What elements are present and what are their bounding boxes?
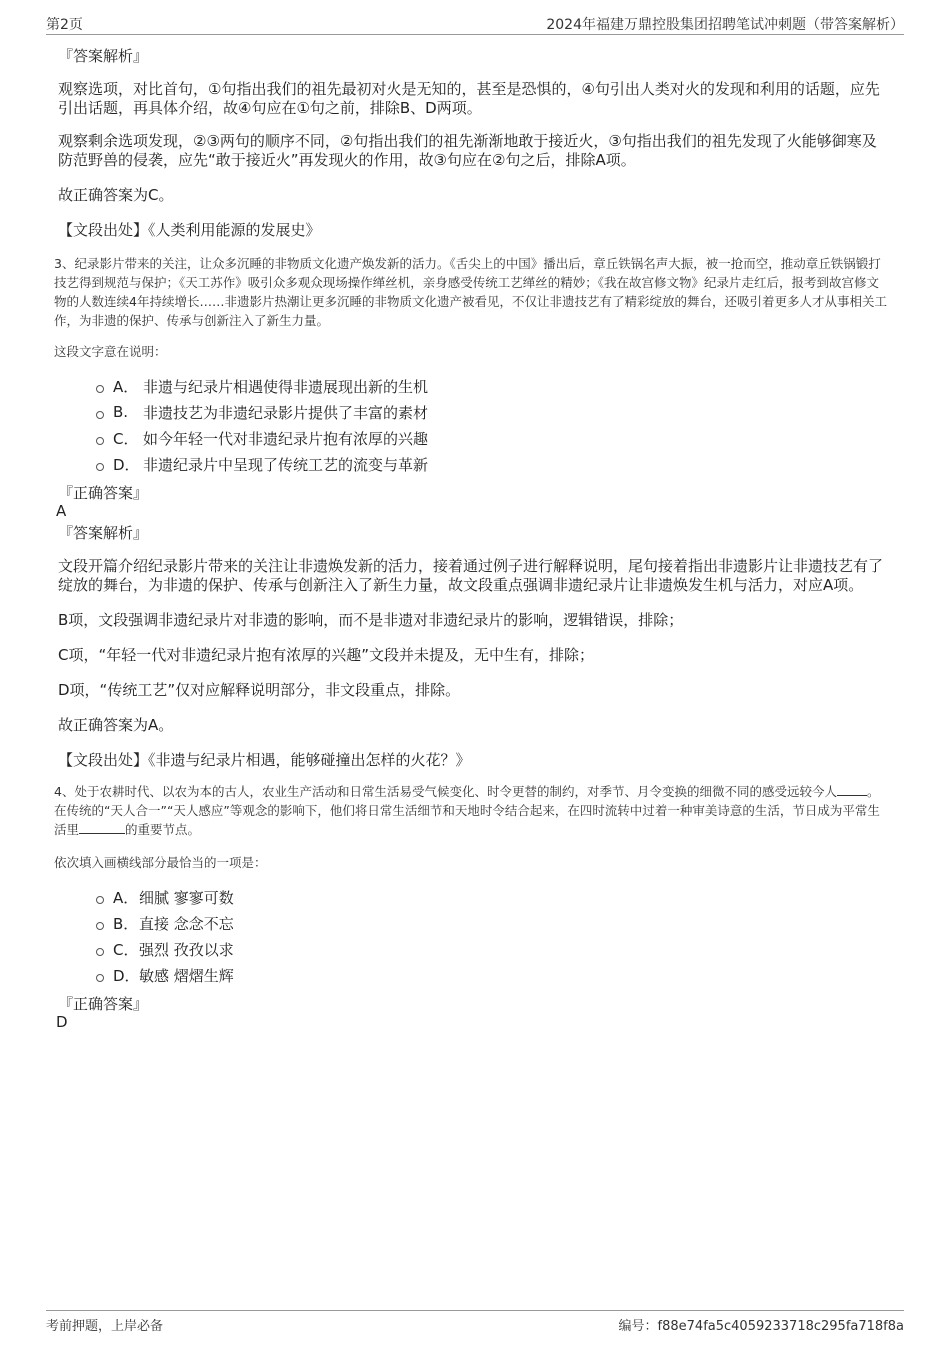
option-letter: C．: [113, 429, 139, 448]
option-text: 直接 念念不忘: [139, 914, 234, 933]
radio-icon[interactable]: [96, 896, 104, 904]
analysis-paragraph: C项，“年轻一代对非遗纪录片抱有浓厚的兴趣”文段并未提及，无中生有，排除；: [58, 646, 595, 664]
option-a[interactable]: [96, 373, 890, 399]
option-text: 非遗技艺为非遗纪录影片提供了丰富的素材: [143, 403, 429, 422]
option-c[interactable]: [96, 936, 890, 962]
option-letter: D．: [113, 455, 140, 474]
option-d[interactable]: [96, 962, 890, 988]
footer-slogan: 考前押题，上岸必备: [46, 1319, 164, 1334]
analysis-paragraph: D项，“传统工艺”仅对应解释说明部分，非文段重点，排除。: [58, 681, 461, 699]
document-title: 2024年福建万鼎控股集团招聘笔试冲刺题（带答案解析）: [546, 17, 904, 33]
option-letter: D．: [113, 966, 140, 985]
analysis-label: 『答案解析』: [58, 524, 149, 542]
fill-blank: [79, 821, 125, 834]
fill-blank: [837, 783, 867, 796]
analysis-paragraph: 观察选项，对比首句，①句指出我们的祖先最初对火是无知的，甚至是恐惧的，④句引出人类对火的发现和利用的话题，应先引出话题，再具体介绍，故④句应在①句之前，排除B、D两项。: [58, 80, 880, 117]
radio-icon[interactable]: [96, 974, 104, 982]
conclusion: 故正确答案为C。: [58, 186, 174, 204]
option-text: 细腻 寥寥可数: [139, 888, 234, 907]
option-b[interactable]: [96, 910, 890, 936]
question-stem: 3、纪录影片带来的关注，让众多沉睡的非物质文化遗产焕发新的活力。《舌尖上的中国》播出后，章丘铁锅名声大振，被一抢而空，推动章丘铁锅锻打技艺得到规范与保护；《天工苏作》吸引众多观众现场操作缂丝机，亲身感受传统工艺缂丝的精妙；《我在故宫修文物》纪录片走红后，报考到故宫修文物的人数连续4年持续增长……非遗影片热潮让更多沉睡的非物质文化遗产被看见，不仅让非遗技艺有了精彩绽放的舞台，还吸引着更多人才从事相关工作，为非遗的保护、传承与创新注入了新生力量。: [54, 256, 887, 328]
option-text: 非遗与纪录片相遇使得非遗展现出新的生机: [143, 377, 429, 396]
radio-icon[interactable]: [96, 437, 104, 445]
page-number: 第2页: [46, 17, 83, 33]
option-c[interactable]: [96, 425, 890, 451]
stem-part: 。在传统的“天人合一”“天人感应”等观念的影响下，他们将日常生活细节和天地时令结合起来，在四时流转中过着一种审美诗意的生活，节日成为平常生活里: [54, 784, 880, 837]
option-letter: A．: [113, 888, 139, 907]
correct-answer: A: [56, 502, 67, 520]
option-text: 非遗纪录片中呈现了传统工艺的流变与革新: [143, 455, 429, 474]
page-content: [54, 46, 890, 1031]
option-letter: A．: [113, 377, 139, 396]
option-letter: C．: [113, 940, 139, 959]
question-stem: [54, 782, 890, 839]
page-footer: [46, 1310, 904, 1339]
analysis-paragraph: B项，文段强调非遗纪录片对非遗的影响，而不是非遗对非遗纪录片的影响，逻辑错误，排除；: [58, 611, 684, 629]
radio-icon[interactable]: [96, 411, 104, 419]
option-letter: B.: [113, 403, 129, 421]
conclusion: 故正确答案为A。: [58, 716, 174, 734]
radio-icon[interactable]: [96, 463, 104, 471]
option-text: 敏感 熠熠生辉: [139, 966, 234, 985]
analysis-label: 『答案解析』: [58, 47, 149, 65]
radio-icon[interactable]: [96, 948, 104, 956]
option-letter: B．: [113, 914, 139, 933]
options-list: [96, 373, 890, 477]
question-prompt: 这段文字意在说明：: [54, 344, 167, 359]
stem-part: 的重要节点。: [125, 822, 201, 837]
source-citation: 【文段出处】《非遗与纪录片相遇，能够碰撞出怎样的火花？》: [58, 751, 471, 769]
option-a[interactable]: [96, 884, 890, 910]
options-list: [96, 884, 890, 988]
analysis-paragraph: 文段开篇介绍纪录影片带来的关注让非遗焕发新的活力，接着通过例子进行解释说明，尾句接着指出非遗影片让非遗技艺有了绽放的舞台，为非遗的保护、传承与创新注入了新生力量，故文段重点强调非遗纪录片让非遗焕发生机与活力，对应A项。: [58, 557, 884, 594]
question-prompt: 依次填入画横线部分最恰当的一项是：: [54, 855, 267, 870]
stem-part: 4、处于农耕时代、以农为本的古人，农业生产活动和日常生活易受气候变化、时令更替的制约，对季节、月令变换的细微不同的感受远较今人: [54, 784, 837, 799]
radio-icon[interactable]: [96, 385, 104, 393]
option-text: 强烈 孜孜以求: [139, 940, 234, 959]
radio-icon[interactable]: [96, 922, 104, 930]
source-citation: 【文段出处】《人类利用能源的发展史》: [58, 221, 321, 239]
correct-answer-label: 『正确答案』: [58, 995, 149, 1013]
option-text: 如今年轻一代对非遗纪录片抱有浓厚的兴趣: [143, 429, 429, 448]
correct-answer: D: [56, 1013, 68, 1031]
correct-answer-label: 『正确答案』: [58, 484, 149, 502]
document-id: 编号：f88e74fa5c4059233718c295fa718f8a: [618, 1319, 904, 1334]
page-header: [46, 12, 904, 35]
option-b[interactable]: [96, 399, 890, 425]
option-d[interactable]: [96, 451, 890, 477]
analysis-paragraph: 观察剩余选项发现，②③两句的顺序不同，②句指出我们的祖先渐渐地敢于接近火，③句指出我们的祖先发现了火能够御寒及防范野兽的侵袭，应先“敢于接近火”再发现火的作用，故③句应在②句之后，排除A项。: [58, 132, 877, 169]
